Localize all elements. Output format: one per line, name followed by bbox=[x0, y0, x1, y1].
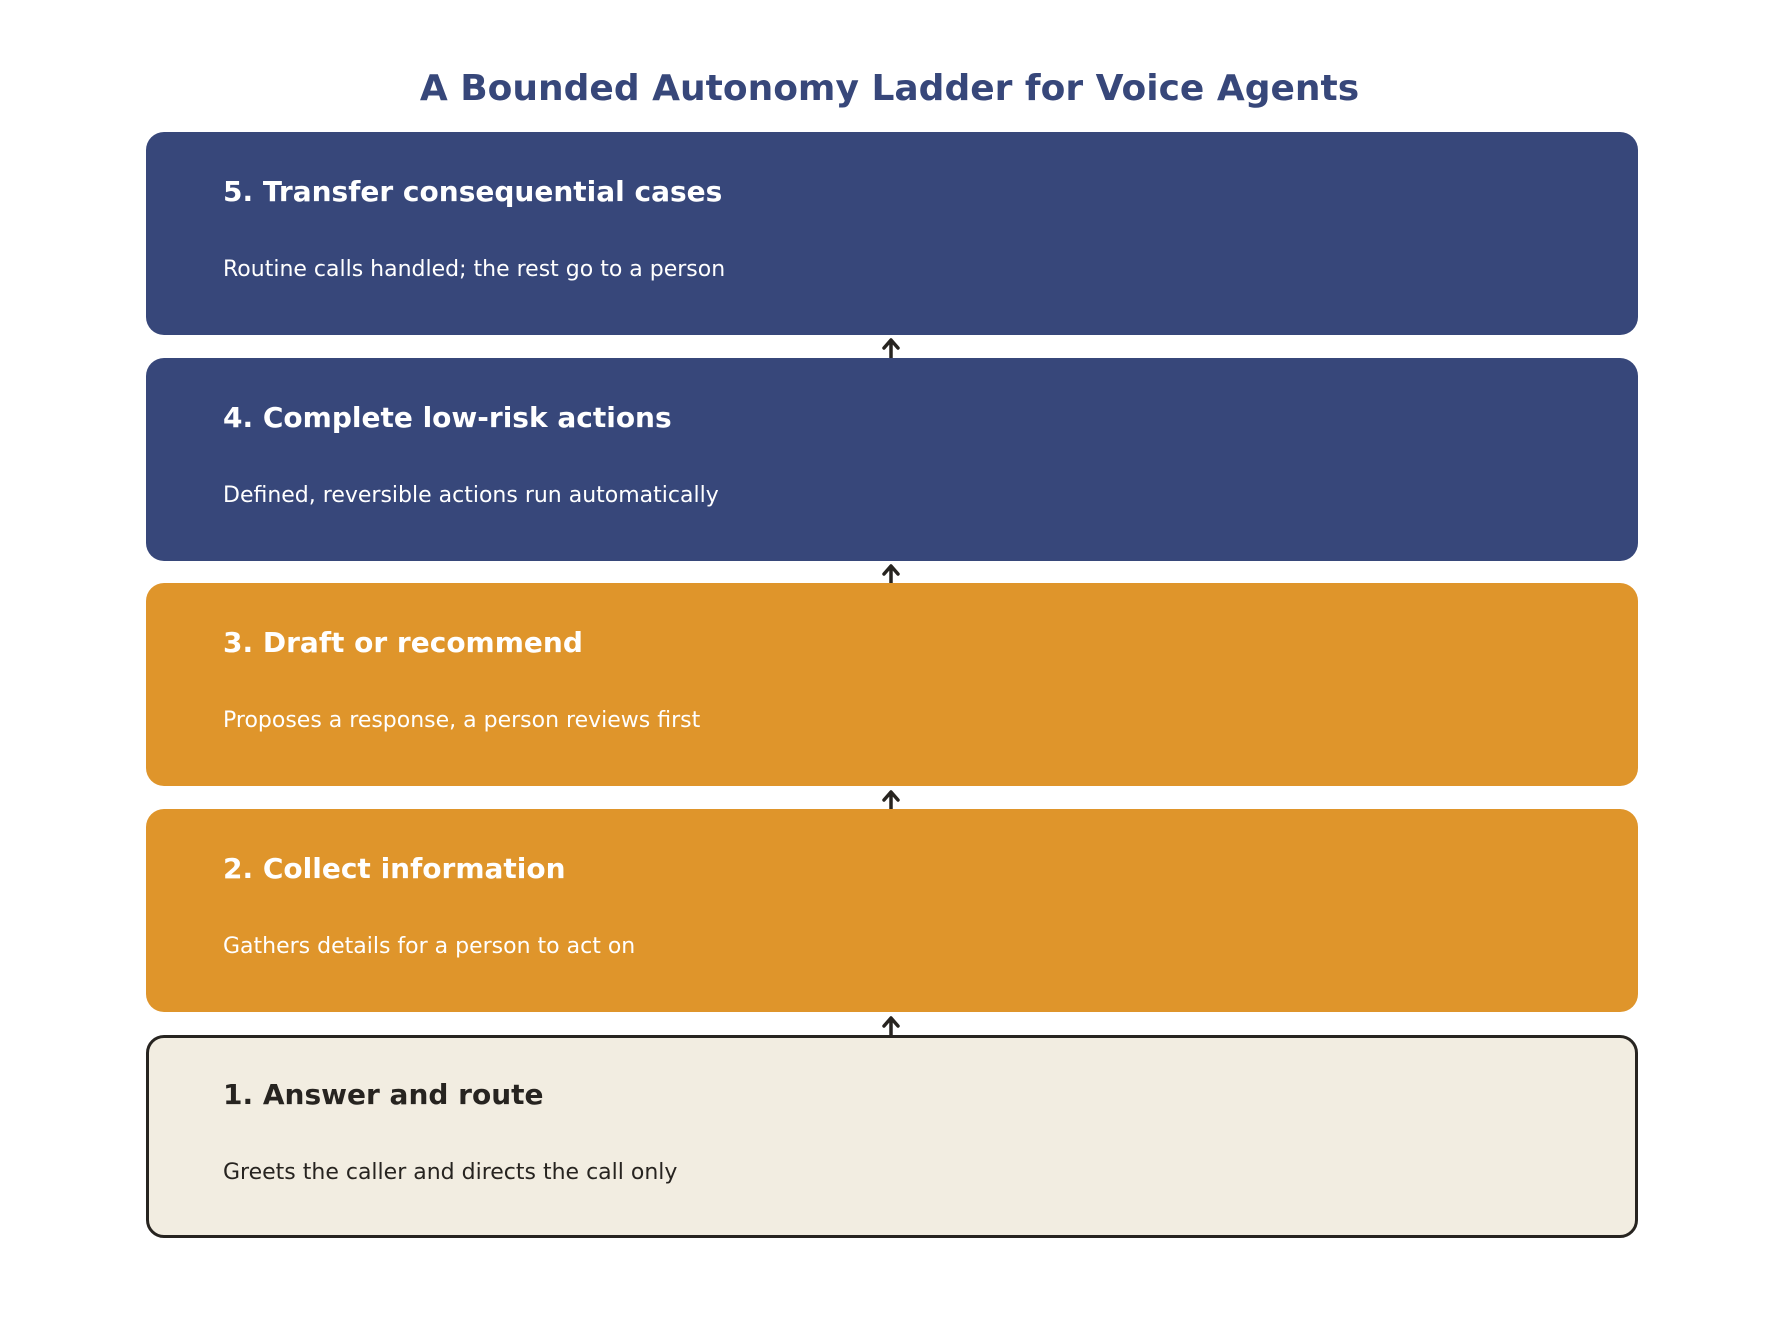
step-1-title: 1. Answer and route bbox=[223, 1078, 544, 1111]
ladder-step-5 bbox=[146, 132, 1638, 335]
step-4-description: Defined, reversible actions run automatically bbox=[223, 483, 719, 508]
step-5-description: Routine calls handled; the rest go to a person bbox=[223, 257, 726, 282]
step-2-title: 2. Collect information bbox=[223, 852, 566, 885]
ladder-step-1 bbox=[146, 1035, 1638, 1238]
step-1-description: Greets the caller and directs the call only bbox=[223, 1160, 678, 1185]
step-3-title: 3. Draft or recommend bbox=[223, 626, 583, 659]
step-3-description: Proposes a response, a person reviews first bbox=[223, 708, 701, 733]
step-5-title: 5. Transfer consequential cases bbox=[223, 175, 723, 208]
up-arrow-icon bbox=[879, 337, 903, 360]
step-4-title: 4. Complete low-risk actions bbox=[223, 401, 672, 434]
ladder-step-4 bbox=[146, 358, 1638, 561]
ladder-step-3 bbox=[146, 583, 1638, 786]
ladder-step-2 bbox=[146, 809, 1638, 1012]
diagram-title: A Bounded Autonomy Ladder for Voice Agents bbox=[419, 68, 1360, 109]
step-2-description: Gathers details for a person to act on bbox=[223, 934, 636, 959]
